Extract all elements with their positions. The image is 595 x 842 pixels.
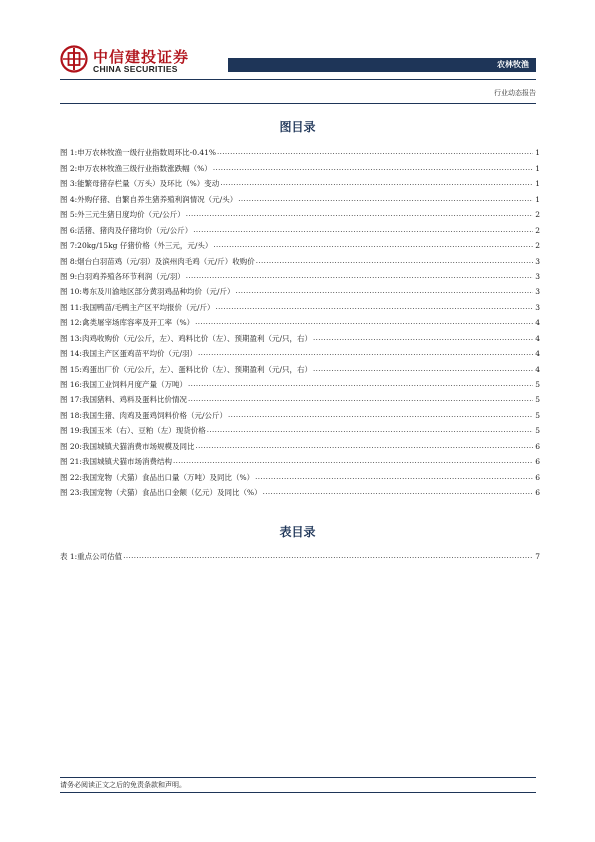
toc-entry-label: 图 10:粤东及川渝地区部分黄羽鸡品种均价（元/斤） — [60, 287, 235, 297]
toc-entry-page-number: 5 — [535, 426, 540, 436]
toc-entry-label: 图 17:我国猪料、鸡料及蛋料比价情况 — [60, 395, 187, 405]
toc-entry[interactable] — [60, 435, 540, 450]
toc-entry-page-number: 6 — [535, 457, 540, 467]
toc-entry-label: 图 3:能繁母猪存栏量（万头）及环比（%）变动 — [60, 179, 220, 189]
toc-dot-leader — [186, 272, 534, 281]
toc-entry-page-number: 4 — [535, 364, 540, 374]
toc-entry-page-number: 5 — [535, 380, 540, 389]
toc-entry-label: 图 22:我国宠物（犬猫）食品出口量（万吨）及同比（%） — [60, 472, 255, 482]
toc-dot-leader — [235, 287, 533, 296]
toc-entry-label: 表 1:重点公司估值 — [60, 552, 123, 562]
report-type-label: 行业动态报告 — [494, 89, 536, 97]
table-toc-title: 表目录 — [279, 525, 316, 539]
toc-entry-label: 图 6:活猪、猪肉及仔猪均价（元/公斤） — [60, 225, 193, 235]
toc-dot-leader — [255, 473, 533, 482]
toc-entry-label: 图 4:外购仔猪、自繁自养生猪养殖利润情况（元/头） — [60, 194, 238, 204]
toc-entry-label: 图 1:申万农林牧渔一级行业指数周环比-0.41% — [60, 148, 217, 158]
citic-logo-icon — [60, 45, 88, 73]
toc-dot-leader — [216, 303, 534, 312]
toc-entry-page-number: 2 — [535, 210, 540, 220]
toc-entry-page-number: 4 — [535, 349, 540, 359]
toc-entry-label: 图 7:20kg/15kg 仔猪价格（外三元，元/头） — [60, 241, 213, 251]
toc-entry-label: 图 15:鸡蛋出厂价（元/公斤，左）、蛋料比价（左）、预期盈利（元/只，右） — [60, 364, 313, 374]
logo-english-name: CHINA SECURITIES — [93, 64, 178, 74]
toc-dot-leader — [123, 552, 533, 561]
toc-dot-leader — [195, 442, 533, 451]
toc-dot-leader — [313, 334, 533, 343]
toc-entry-label: 图 18:我国生猪、肉鸡及蛋鸡饲料价格（元/公斤） — [60, 410, 227, 420]
toc-entry[interactable] — [60, 546, 540, 561]
toc-dot-leader — [213, 241, 533, 250]
toc-entry[interactable] — [60, 482, 540, 497]
toc-dot-leader — [213, 164, 533, 173]
toc-entry-page-number: 3 — [535, 271, 540, 281]
toc-entry[interactable] — [60, 420, 540, 435]
toc-dot-leader — [220, 179, 533, 188]
toc-entry-page-number: 3 — [535, 256, 540, 266]
toc-entry[interactable] — [60, 250, 540, 265]
toc-dot-leader — [256, 257, 533, 266]
toc-entry[interactable] — [60, 281, 540, 296]
toc-entry[interactable] — [60, 404, 540, 419]
toc-entry[interactable] — [60, 204, 540, 219]
toc-dot-leader — [198, 349, 533, 358]
toc-entry-page-number: 1 — [535, 194, 540, 204]
toc-entry-page-number: 2 — [535, 241, 540, 251]
toc-entry[interactable] — [60, 389, 540, 404]
toc-entry-label: 图 13:肉鸡收购价（元/公斤，左）、鸡料比价（左）、预期盈利（元/只，右） — [60, 333, 313, 343]
toc-entry-label: 图 16:我国工业饲料月度产量（万吨） — [60, 380, 187, 389]
toc-dot-leader — [313, 365, 533, 374]
footer-disclaimer: 请务必阅读正文之后的免责条款和声明。 — [60, 781, 186, 789]
toc-dot-leader — [193, 226, 533, 235]
toc-entry-page-number: 1 — [535, 179, 540, 189]
toc-entry-label: 图 19:我国玉米（右）、豆粕（左）现货价格 — [60, 426, 206, 436]
toc-entry-page-number: 4 — [535, 333, 540, 343]
table-toc-list — [60, 546, 540, 561]
toc-dot-leader — [173, 457, 533, 466]
toc-entry-page-number: 3 — [535, 287, 540, 297]
toc-entry-page-number: 3 — [535, 302, 540, 312]
toc-entry-page-number: 6 — [535, 472, 540, 482]
toc-entry-page-number: 7 — [535, 552, 540, 562]
toc-entry[interactable] — [60, 142, 540, 157]
toc-entry-label: 图 14:我国主产区蛋鸡苗平均价（元/羽） — [60, 349, 197, 359]
toc-entry-page-number: 2 — [535, 225, 540, 235]
header-divider-secondary — [60, 103, 536, 104]
toc-entry-page-number: 6 — [535, 488, 540, 498]
toc-dot-leader — [195, 318, 533, 327]
toc-dot-leader — [263, 488, 534, 497]
footer-divider-bottom — [60, 792, 536, 793]
toc-entry[interactable] — [60, 219, 540, 234]
toc-entry-page-number: 5 — [535, 395, 540, 405]
toc-entry[interactable] — [60, 327, 540, 342]
toc-dot-leader — [228, 411, 533, 420]
toc-entry[interactable] — [60, 235, 540, 250]
figure-toc-list — [60, 142, 540, 497]
sector-label: 农林牧渔 — [497, 60, 529, 69]
toc-dot-leader — [207, 426, 534, 435]
toc-entry-page-number: 6 — [535, 441, 540, 451]
header-divider — [60, 79, 536, 80]
toc-entry[interactable] — [60, 451, 540, 466]
toc-dot-leader — [188, 395, 533, 404]
toc-entry-label: 图 20:我国城镇犬猫消费市场规模及同比 — [60, 441, 195, 451]
toc-entry[interactable] — [60, 173, 540, 188]
toc-entry-label: 图 5:外三元生猪日度均价（元/公斤） — [60, 210, 185, 220]
toc-entry-label: 图 23:我国宠物（犬猫）食品出口金额（亿元）及同比（%） — [60, 488, 262, 498]
brand-logo — [60, 45, 200, 75]
toc-entry[interactable] — [60, 358, 540, 373]
toc-entry[interactable] — [60, 312, 540, 327]
figure-toc-title: 图目录 — [279, 120, 316, 134]
header-sector-bar — [228, 58, 536, 72]
toc-entry[interactable] — [60, 188, 540, 203]
toc-entry[interactable] — [60, 374, 540, 389]
toc-entry-page-number: 4 — [535, 318, 540, 328]
toc-dot-leader — [238, 195, 533, 204]
toc-entry-label: 图 2:申万农林牧渔三级行业指数涨跌幅（%） — [60, 163, 212, 173]
toc-entry-page-number: 5 — [535, 410, 540, 420]
toc-entry-label: 图 12:禽类屠宰场库容率及开工率（%） — [60, 318, 195, 328]
toc-dot-leader — [188, 380, 533, 389]
toc-entry-label: 图 11:我国鸭苗/毛鸭主产区平均报价（元/斤） — [60, 302, 215, 312]
footer-divider — [60, 777, 536, 778]
toc-entry[interactable] — [60, 466, 540, 481]
toc-entry-page-number: 1 — [535, 148, 540, 158]
toc-entry-label: 图 8:烟台白羽苗鸡（元/羽）及滨州肉毛鸡（元/斤）收购价 — [60, 256, 255, 266]
logo-chinese-name: 中信建投证券 — [93, 48, 190, 66]
toc-entry[interactable] — [60, 296, 540, 311]
toc-dot-leader — [217, 148, 533, 157]
toc-entry[interactable] — [60, 343, 540, 358]
toc-entry[interactable] — [60, 266, 540, 281]
toc-entry-label: 图 9:白羽鸡养殖各环节利润（元/羽） — [60, 271, 185, 281]
toc-entry-page-number: 1 — [535, 163, 540, 173]
toc-entry-label: 图 21:我国城镇犬猫市场消费结构 — [60, 457, 172, 467]
toc-entry[interactable] — [60, 157, 540, 172]
toc-dot-leader — [186, 210, 534, 219]
